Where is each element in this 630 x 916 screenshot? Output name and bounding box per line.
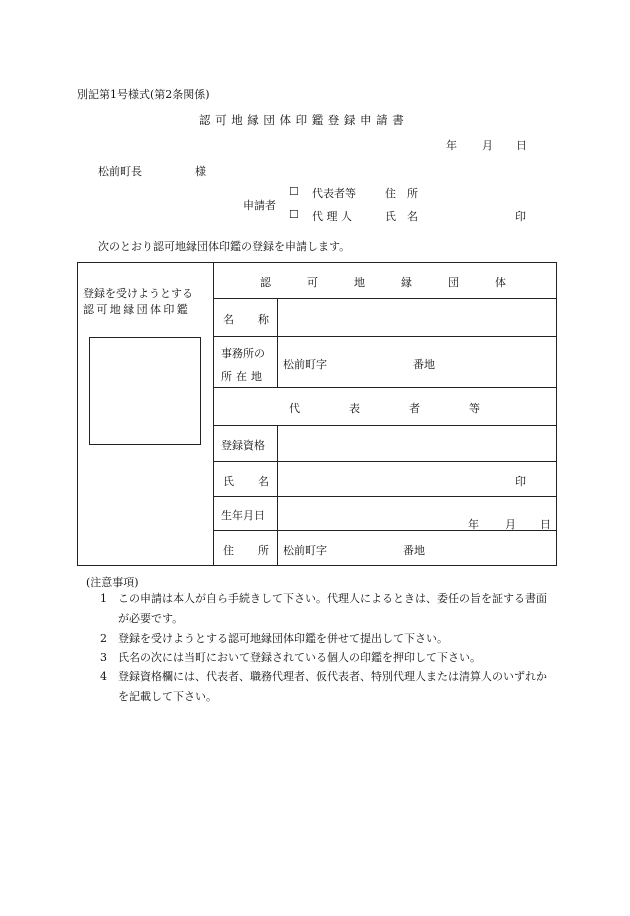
birth-month-label: 月 xyxy=(505,518,516,531)
group-header-char: 可 xyxy=(307,276,318,289)
lead-text: 次のとおり認可地縁団体印鑑の登録を申請します。 xyxy=(98,240,351,253)
office-address-field[interactable] xyxy=(335,340,410,380)
note-number: 3 xyxy=(100,651,107,664)
qualification-field[interactable] xyxy=(278,426,555,460)
address-prefix: 松前町字 xyxy=(283,544,327,557)
address-suffix: 番地 xyxy=(403,544,425,557)
person-seal-mark: 印 xyxy=(515,475,526,488)
rep-header-char: 表 xyxy=(349,402,360,415)
person-name-label: 氏 xyxy=(223,475,234,488)
document-title: 認可地縁団体印鑑登録申請書 xyxy=(199,113,409,127)
form-id: 別記第1号様式(第2条関係) xyxy=(77,88,210,101)
office-suffix: 番地 xyxy=(413,358,435,371)
seal-impression-box[interactable] xyxy=(89,337,201,445)
group-header-char: 認 xyxy=(260,276,271,289)
applicant-label: 申請者 xyxy=(243,199,276,212)
note-item: 氏名の次には当町において登録されている個人の印鑑を押印して下さい。 xyxy=(118,651,481,664)
seal-label-line1: 登録を受けようとする xyxy=(83,287,193,300)
rep-header-char: 等 xyxy=(469,402,480,415)
seal-label-line2: 認可地縁団体印鑑 xyxy=(83,303,191,316)
person-name-field[interactable] xyxy=(278,462,508,495)
birth-day-label: 日 xyxy=(540,518,551,531)
date-year-label: 年 xyxy=(446,139,457,152)
date-day-label: 日 xyxy=(516,139,527,152)
group-name-field[interactable] xyxy=(278,299,555,335)
agent-checkbox[interactable]: ☐ xyxy=(289,208,299,221)
applicant-seal-mark: 印 xyxy=(515,210,526,223)
note-item: 登録資格欄には、代表者、職務代理者、仮代表者、特別代理人または清算人のいずれかを記載して下さい。 xyxy=(118,670,547,703)
representative-checkbox[interactable]: ☐ xyxy=(289,185,299,198)
group-name-label: 称 xyxy=(258,313,269,326)
rep-header-char: 者 xyxy=(409,402,420,415)
address-label: 所 xyxy=(258,544,269,557)
applicant-address-label: 住 所 xyxy=(385,187,418,200)
date-month-label: 月 xyxy=(482,139,493,152)
qualification-label: 登録資格 xyxy=(221,439,265,452)
addressee-honorific: 様 xyxy=(195,165,206,178)
agent-role-label: 代 理 人 xyxy=(312,210,352,223)
birth-year-label: 年 xyxy=(468,518,479,531)
birth-date-field[interactable] xyxy=(278,497,463,529)
birth-date-label: 生年月日 xyxy=(221,509,265,522)
group-name-label: 名 xyxy=(223,313,234,326)
office-label-line2: 所在地 xyxy=(221,370,266,383)
person-name-label: 名 xyxy=(258,475,269,488)
note-number: 1 xyxy=(100,592,107,605)
person-address-field[interactable] xyxy=(335,533,400,563)
rep-header-char: 代 xyxy=(289,402,300,415)
applicant-name-label: 氏 名 xyxy=(385,210,418,223)
group-header-char: 地 xyxy=(354,276,365,289)
group-header-char: 縁 xyxy=(401,276,412,289)
representative-role-label: 代表者等 xyxy=(312,187,356,200)
notes-title: (注意事項) xyxy=(86,576,139,589)
note-item: この申請は本人が自ら手続きして下さい。代理人によるときは、委任の旨を証する書面が必要です。 xyxy=(118,592,547,625)
office-prefix: 松前町字 xyxy=(283,358,327,371)
address-label: 住 xyxy=(223,544,234,557)
addressee-name: 松前町長 xyxy=(98,165,142,178)
note-item: 登録を受けようとする認可地縁団体印鑑を併せて提出して下さい。 xyxy=(118,632,448,645)
note-number: 4 xyxy=(100,670,107,683)
office-label-line1: 事務所の xyxy=(221,347,265,360)
group-header-char: 体 xyxy=(495,276,506,289)
group-header-char: 団 xyxy=(448,276,459,289)
note-number: 2 xyxy=(100,632,107,645)
